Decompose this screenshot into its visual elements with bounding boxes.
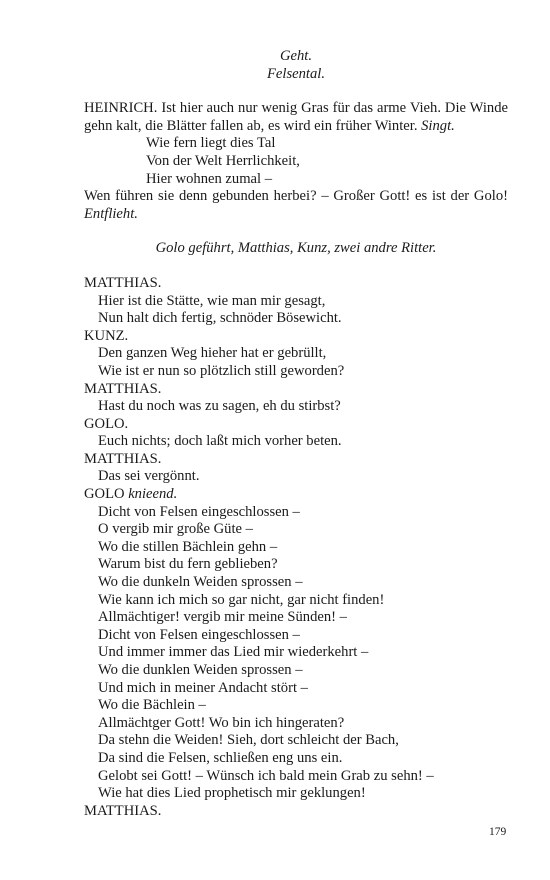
verse-line: Wo die Bächlein –	[98, 697, 206, 714]
speaker-line	[84, 275, 508, 293]
speaker-line	[84, 328, 508, 346]
verse-line: Allmächtiger! vergib mir meine Sünden! –	[98, 609, 347, 626]
text-page	[84, 48, 508, 820]
speaker-line	[84, 803, 508, 821]
verse-line: Dicht von Felsen eingeschlossen –	[98, 503, 300, 520]
speaker-name: HEINRICH.	[84, 100, 158, 117]
verse-line: Euch nichts; doch laßt mich vorher beten.	[98, 433, 342, 450]
stage-direction: Singt.	[421, 117, 455, 134]
page-number: 179	[489, 826, 507, 838]
verse-line: Da sind die Felsen, schließen eng uns ein.	[98, 749, 343, 766]
verse-line: O vergib mir große Güte –	[98, 521, 253, 538]
verse-line: Und immer immer das Lied mir wiederkehrt –	[98, 644, 369, 661]
spacer	[84, 258, 508, 275]
verse-line: Gelobt sei Gott! – Wünsch ich bald mein Grab zu sehn! –	[98, 767, 434, 784]
speech-text: Wen führen sie denn gebunden herbei? – Großer Gott! es ist der Golo!	[84, 188, 508, 205]
verse-line: Wie hat dies Lied prophetisch mir geklungen!	[98, 785, 366, 802]
speaker-name: MATTHIAS.	[84, 802, 162, 819]
verse-line: Den ganzen Weg hieher hat er gebrüllt,	[98, 345, 327, 362]
speaker-name: MATTHIAS.	[84, 274, 162, 291]
verse-line: Wie kann ich mich so gar nicht, gar nicht finden!	[98, 591, 385, 608]
verse-line: Dicht von Felsen eingeschlossen –	[98, 626, 300, 643]
verse-line: Und mich in meiner Andacht stört –	[98, 679, 308, 696]
verse-line: Das sei vergönnt.	[98, 468, 200, 485]
scene-title: Felsental.	[267, 65, 325, 82]
verse-line: Wie fern liegt dies Tal	[146, 135, 276, 152]
entrance-direction: Golo geführt, Matthias, Kunz, zwei andre Ritter.	[155, 240, 437, 257]
dialogue-block	[84, 275, 508, 820]
heinrich-speech	[84, 100, 508, 135]
speaker-line	[84, 486, 508, 504]
verse-line: Warum bist du fern geblieben?	[98, 556, 278, 573]
stage-heading: Geht.	[279, 48, 313, 64]
stage-direction: knieend.	[128, 486, 178, 503]
speaker-name: MATTHIAS.	[84, 450, 162, 467]
verse-line: Nun halt dich fertig, schnöder Bösewicht.	[98, 310, 342, 327]
speaker-name: GOLO	[84, 486, 125, 503]
verse-line: Hier ist die Stätte, wie man mir gesagt,	[98, 292, 326, 309]
spacer	[84, 223, 508, 240]
verse-line: Da stehn die Weiden! Sieh, dort schleicht der Bach,	[98, 732, 399, 749]
speaker-name: MATTHIAS.	[84, 380, 162, 397]
speaker-name: GOLO.	[84, 415, 129, 432]
verse-line: Hier wohnen zumal –	[146, 170, 273, 187]
heinrich-speech-cont	[84, 188, 508, 223]
song-verse	[146, 135, 508, 188]
verse-line: Allmächtger Gott! Wo bin ich hingeraten?	[98, 714, 345, 731]
speech-text: Ist hier auch nur wenig Gras für das arme Vieh. Die Winde gehn kalt, die Blätter fallen ab, es wird ein früher Winter.	[84, 100, 508, 134]
speaker-name: KUNZ.	[84, 327, 129, 344]
stage-direction: Entflieht.	[84, 205, 138, 222]
spacer	[84, 83, 508, 100]
speaker-line	[84, 381, 508, 399]
verse-line: Wo die dunkeln Weiden sprossen –	[98, 574, 303, 591]
verse-line: Von der Welt Herrlichkeit,	[146, 152, 300, 169]
verse-line: Wo die dunklen Weiden sprossen –	[98, 662, 303, 678]
speaker-line	[84, 416, 508, 434]
verse-line: Wie ist er nun so plötzlich still geworden?	[98, 362, 345, 379]
verse-line: Wo die stillen Bächlein gehn –	[98, 538, 278, 555]
speaker-line	[84, 451, 508, 469]
verse-line: Hast du noch was zu sagen, eh du stirbst?	[98, 398, 341, 415]
